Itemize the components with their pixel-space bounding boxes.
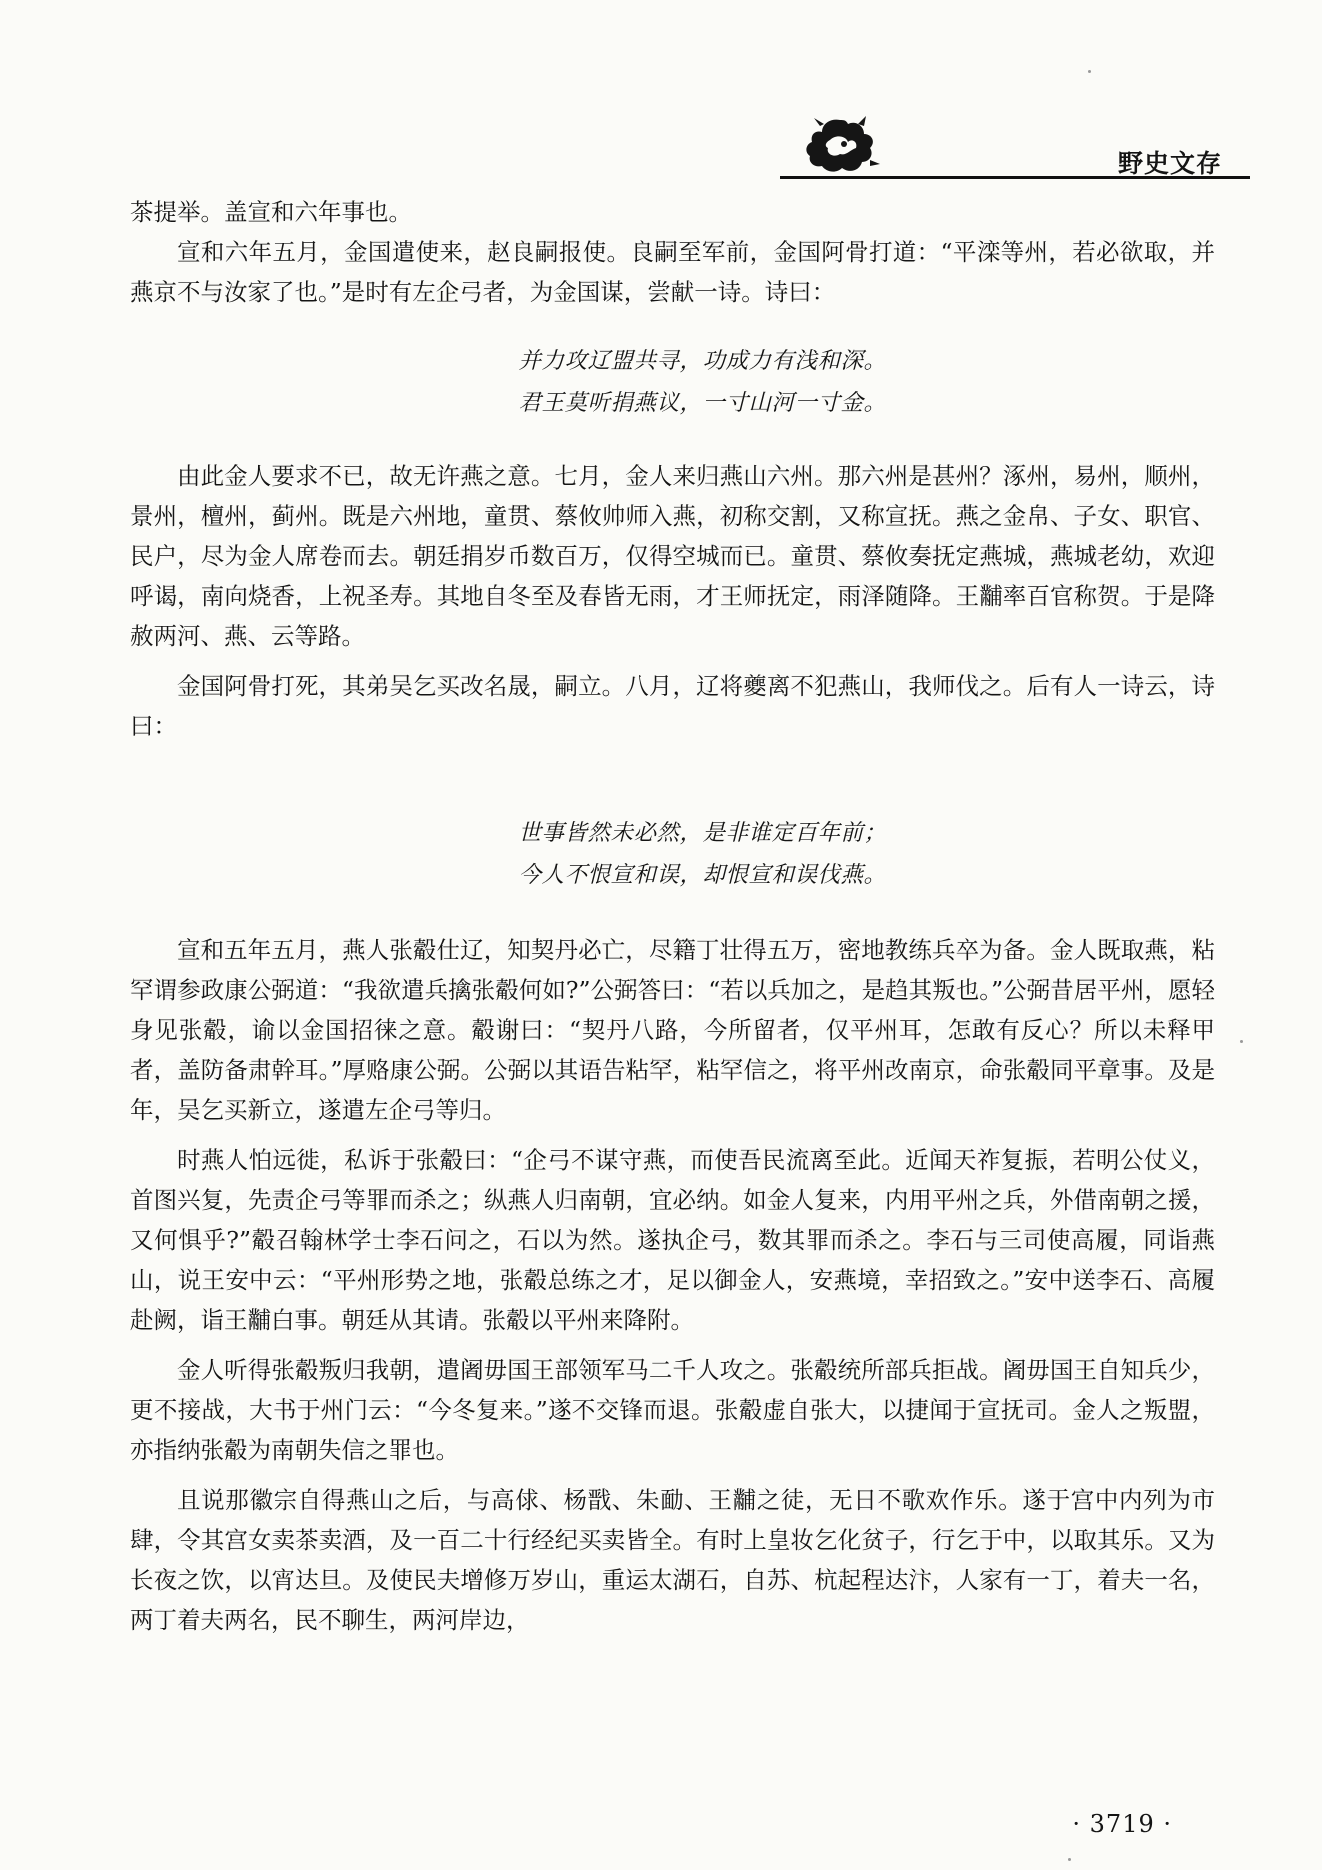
dragon-emblem-icon: [800, 114, 882, 178]
page-number: · 3719 ·: [1072, 1810, 1172, 1838]
paragraph-2: 宣和六年五月，金国遣使来，赵良嗣报使。良嗣至军前，金国阿骨打道：“平滦等州，若必欲取，并燕京不与汝家了也。”是时有左企弓者，为金国谋，尝献一诗。诗曰：: [130, 238, 1215, 306]
scan-speck: [1068, 1858, 1071, 1861]
paragraph-7: 金人听得张觳叛归我朝，遣阇毋国王部领军马二千人攻之。张觳统所部兵拒战。阇毋国王自知兵少，更不接战，大书于州门云：“今冬复来。”遂不交锋而退。张觳虚自张大，以捷闻于宣抚司。金人之叛盟，亦指纳张觳为南朝失信之罪也。: [130, 1356, 1215, 1464]
paragraph-6: 时燕人怕远徙，私诉于张觳曰：“企弓不谋守燕，而使吾民流离至此。近闻天祚复振，若明公仗义，首图兴复，先责企弓等罪而杀之；纵燕人归南朝，宜必纳。如金人复来，内用平州之兵，外借南朝之援，又何惧乎?”觳召翰林学士李石问之，石以为然。遂执企弓，数其罪而杀之。李石与三司使高履，同诣燕山，说王安中云：“平州形势之地，张觳总练之才，足以御金人，安燕境，幸招致之。”安中送李石、高履赴阙，诣王黼白事。朝廷从其请。张觳以平州来降附。: [130, 1146, 1215, 1334]
poem-line: 并力攻辽盟共寻，功成力有浅和深。: [518, 348, 887, 374]
poem-1: [190, 340, 1215, 424]
poem-2: [190, 812, 1215, 896]
paragraph-4: 金国阿骨打死，其弟吴乞买改名晟，嗣立。八月，辽将夔离不犯燕山，我师伐之。后有人一诗云，诗曰：: [130, 672, 1215, 740]
main-text: [130, 192, 1215, 1640]
poem-line: 君王莫听捐燕议，一寸山河一寸金。: [518, 390, 887, 416]
paragraph-8: 且说那徽宗自得燕山之后，与高俅、杨戬、朱勔、王黼之徒，无日不歌欢作乐。遂于宫中内列为市肆，令其宫女卖茶卖酒，及一百二十行经纪买卖皆全。有时上皇妆乞化贫子，行乞于中，以取其乐。又为长夜之饮，以宵达旦。及使民夫增修万岁山，重运太湖石，自苏、杭起程达汴，人家有一丁，着夫一名，两丁着夫两名，民不聊生，两河岸边，: [130, 1486, 1215, 1634]
paragraph-3: 由此金人要求不已，故无许燕之意。七月，金人来归燕山六州。那六州是甚州？涿州，易州，顺州，景州，檀州，蓟州。既是六州地，童贯、蔡攸帅师入燕，初称交割，又称宣抚。燕之金帛、子女、职官、民户，尽为金人席卷而去。朝廷捐岁币数百万，仅得空城而已。童贯、蔡攸奏抚定燕城，燕城老幼，欢迎呼谒，南向烧香，上祝圣寿。其地自冬至及春皆无雨，才王师抚定，雨泽随降。王黼率百官称贺。于是降赦两河、燕、云等路。: [130, 462, 1215, 650]
header-rule: [780, 176, 1250, 179]
scan-speck: [1240, 1040, 1243, 1043]
paragraph-1: 茶提举。盖宣和六年事也。: [130, 198, 412, 226]
paragraph-5: 宣和五年五月，燕人张觳仕辽，知契丹必亡，尽籍丁壮得五万，密地教练兵卒为备。金人既取燕，粘罕谓参政康公弼道：“我欲遣兵擒张觳何如?”公弼答曰：“若以兵加之，是趋其叛也。”公弼昔居平州，愿轻身见张觳，谕以金国招徕之意。觳谢曰：“契丹八路，今所留者，仅平州耳，怎敢有反心？所以未释甲者，盖防备肃幹耳。”厚赂康公弼。公弼以其语告粘罕，粘罕信之，将平州改南京，命张觳同平章事。及是年，吴乞买新立，遂遣左企弓等归。: [130, 936, 1215, 1124]
poem-line: 今人不恨宣和误，却恨宣和误伐燕。: [518, 862, 887, 888]
poem-line: 世事皆然未必然，是非谁定百年前；: [518, 820, 887, 846]
scan-speck: [1088, 70, 1091, 73]
running-header: [780, 96, 1250, 186]
series-title: 野史文存: [1117, 149, 1222, 178]
